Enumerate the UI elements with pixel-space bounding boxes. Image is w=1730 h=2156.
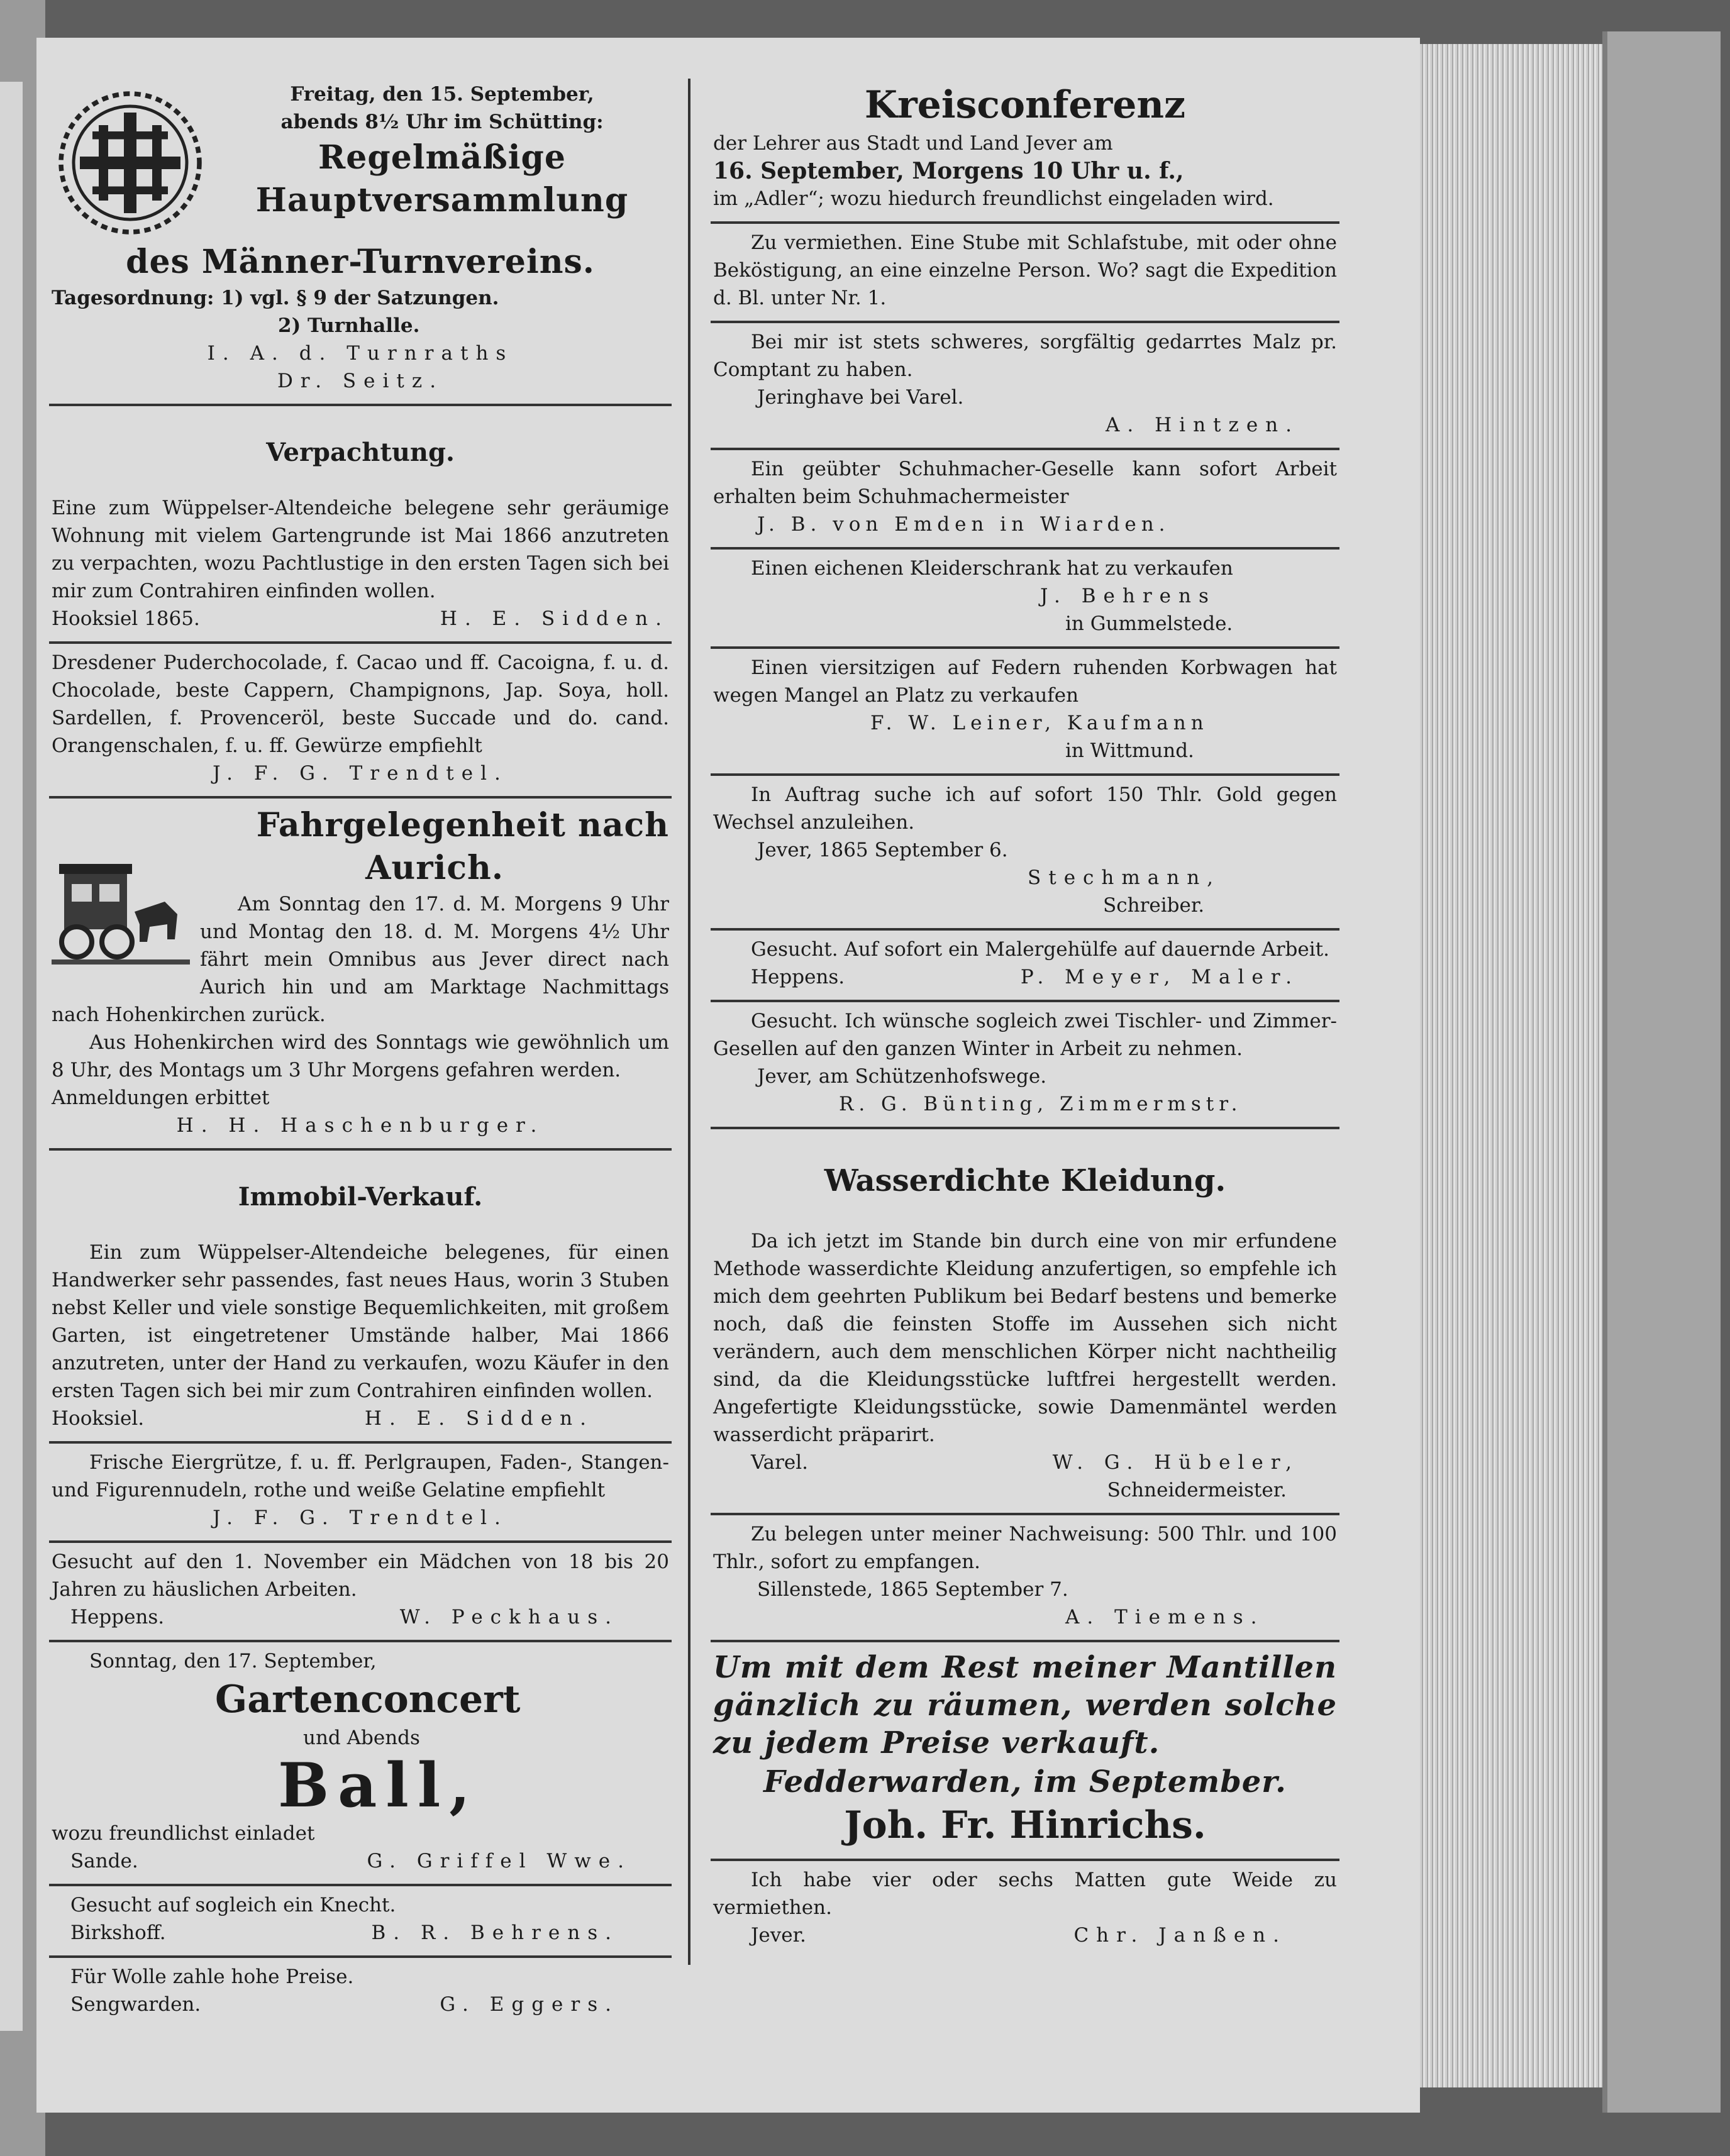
ad-puderchocolade xyxy=(49,644,672,799)
maedchen-text: Gesucht auf den 1. November ein Mädchen von 18 bis 20 Jahren zu häuslichen Arbeiten. xyxy=(52,1551,669,1601)
wolle-signature: G. Eggers. xyxy=(440,1993,619,2016)
kleidung-footer xyxy=(713,1449,1337,1476)
konzert-ball: Ball, xyxy=(278,1750,479,1821)
turnverein-title-2: Hauptversammlung xyxy=(255,181,629,219)
kleidung-text: Da ich jetzt im Stande bin durch eine von mir erfundene Methode wasserdichte Kleidung anzufertigen, so empfehle ich mich dem geehrten Publikum bei Bedarf bestens und bemerke noch, daß die feinsten Stoffe im Aussehen sich nicht verändern, auch dem menschlichen Körper nicht nachtheilig sind, da die Kleidungsstücke luftfrei hergestellt werden. Angefertigte Kleidungsstücke, sowie Damenmäntel werden wasserdicht präparirt. xyxy=(713,1230,1337,1446)
malz-place: Jeringhave bei Varel. xyxy=(757,386,964,409)
fahr-title-2: Aurich. xyxy=(365,849,504,887)
maler-footer xyxy=(713,963,1337,991)
konzert-signature: G. Griffel Wwe. xyxy=(367,1850,631,1872)
malz-signature: A. Hintzen. xyxy=(1106,414,1299,436)
turnverein-agenda-2: 2) Turnhalle. xyxy=(278,314,420,337)
weide-text: Ich habe vier oder sechs Matten gute Weide zu vermiethen. xyxy=(713,1869,1337,1919)
puder-text: Dresdener Puderchocolade, f. Cacao und ff. Cacoigna, f. u. d. Chocolade, beste Cappern, Champignons, Jap. Soya, holl. Sardellen, f. Provenceröl, beste Succade und do. cand. Orangenschalen, f. u. ff. Gewürze empfiehlt xyxy=(52,651,669,757)
ad-malz xyxy=(711,323,1339,450)
turnverein-time: abends 8½ Uhr im Schütting: xyxy=(280,111,604,133)
mantillen-place: Fedderwarden, im September. xyxy=(763,1764,1287,1799)
weide-signature: Chr. Janßen. xyxy=(1073,1924,1287,1947)
ad-kleiderschrank xyxy=(711,550,1339,649)
kleidung-place: Varel. xyxy=(751,1451,808,1474)
ad-immobil-verkauf xyxy=(49,1151,672,1444)
verpachtung-signature: H. E. Sidden. xyxy=(440,607,669,630)
maedchen-footer xyxy=(52,1603,669,1631)
maler-signature: P. Meyer, Maler. xyxy=(1020,966,1299,988)
ad-gesucht-maedchen xyxy=(49,1543,672,1642)
immobil-place: Hooksiel. xyxy=(52,1407,145,1430)
gold-place: Jever, 1865 September 6. xyxy=(757,839,1008,861)
ad-wolle xyxy=(49,1958,672,2027)
wolle-text: Für Wolle zahle hohe Preise. xyxy=(70,1965,354,1988)
right-column xyxy=(711,75,1339,1947)
ad-malergehuelfe xyxy=(711,931,1339,1002)
ad-fahrgelegenheit xyxy=(49,799,672,1151)
schrank-text: Einen eichenen Kleiderschrank hat zu verkaufen xyxy=(751,557,1233,580)
kreis-line-2: 16. September, Morgens 10 Uhr u. f., xyxy=(713,158,1184,184)
konzert-place: Sande. xyxy=(70,1850,138,1872)
maedchen-place: Heppens. xyxy=(70,1606,165,1628)
book-cover-edge xyxy=(1602,31,1721,2113)
eier-signature: J. F. G. Trendtel. xyxy=(213,1506,508,1529)
belegen-signature: A. Tiemens. xyxy=(1065,1606,1265,1628)
left-column xyxy=(49,75,672,2016)
mantillen-text: Um mit dem Rest meiner Mantillen gänzlich zu räumen, werden solche zu jedem Preise verkauft. xyxy=(713,1650,1337,1761)
wolle-place: Sengwarden. xyxy=(70,1993,201,2016)
weide-place: Jever. xyxy=(751,1924,806,1947)
immobil-signature: H. E. Sidden. xyxy=(364,1407,594,1430)
tischler-signature: R. G. Bünting, Zimmermstr. xyxy=(839,1093,1243,1115)
ad-zu-vermiethen xyxy=(711,224,1339,323)
korb-text: Einen viersitzigen auf Federn ruhenden Korbwagen hat wegen Mangel an Platz zu verkaufen xyxy=(713,656,1337,707)
eier-text: Frische Eiergrütze, f. u. ff. Perlgraupen, Faden-, Stangen- und Figurennudeln, rothe und weiße Gelatine empfiehlt xyxy=(52,1451,669,1501)
immobil-text: Ein zum Wüppelser-Altendeiche belegenes, für einen Handwerker sehr passendes, fast neues Haus, worin 3 Stuben nebst Keller und viele sonstige Bequemlichkeiten, mit großem Garten, ist eingetretener Umstände halber, Mai 1866 anzutreten, unter der Hand zu verkaufen, wozu Käufer in den ersten Tagen sich bei mir zum Contrahiren einfinden wollen. xyxy=(52,1241,669,1402)
book-page-edges xyxy=(1420,44,1602,2087)
verpachtung-footer xyxy=(52,605,669,633)
turnverein-signature-2: Dr. Seitz. xyxy=(277,370,444,392)
verpachtung-title: Verpachtung. xyxy=(266,438,455,467)
schrank-signature-2: in Gummelstede. xyxy=(1065,612,1233,635)
kreis-line-1: der Lehrer aus Stadt und Land Jever am xyxy=(713,132,1113,155)
immobil-title: Immobil-Verkauf. xyxy=(238,1182,483,1212)
column-divider xyxy=(688,79,690,1965)
ad-verpachtung xyxy=(49,406,672,644)
malz-text: Bei mir ist stets schweres, sorgfältig gedarrtes Malz pr. Comptant zu haben. xyxy=(713,331,1337,381)
ad-wasserdichte-kleidung xyxy=(711,1129,1339,1515)
knecht-text: Gesucht auf sogleich ein Knecht. xyxy=(70,1894,396,1916)
turnverein-date: Freitag, den 15. September, xyxy=(290,83,594,106)
fahr-text-3: Anmeldungen erbittet xyxy=(52,1086,270,1109)
ad-gold xyxy=(711,776,1339,931)
turnverein-title-1: Regelmäßige xyxy=(318,138,566,177)
ad-tischler xyxy=(711,1002,1339,1129)
stagecoach-icon xyxy=(52,851,190,977)
ad-zu-belegen xyxy=(711,1515,1339,1642)
ad-turnverein xyxy=(49,75,672,406)
mantillen-signature: Joh. Fr. Hinrichs. xyxy=(844,1803,1206,1847)
tischler-text: Gesucht. Ich wünsche sogleich zwei Tischler- und Zimmer-Gesellen auf den ganzen Winter in Arbeit zu nehmen. xyxy=(713,1010,1337,1060)
kleidung-title: Wasserdichte Kleidung. xyxy=(824,1163,1226,1198)
konzert-invite: wozu freundlichst einladet xyxy=(52,1822,315,1845)
kleidung-signature-2: Schneidermeister. xyxy=(1107,1479,1287,1501)
korb-signature-1: F. W. Leiner, Kaufmann xyxy=(870,712,1209,734)
konzert-footer xyxy=(52,1847,669,1875)
fahr-text-1: Am Sonntag den 17. d. M. Morgens 9 Uhr und Montag den 18. d. M. Morgens 4½ Uhr fährt mein Omnibus aus Jever direct nach Aurich hin und am Marktage Nachmittags nach Hohenkirchen zurück. xyxy=(52,893,669,1026)
kleidung-signature-1: W. G. Hübeler, xyxy=(1052,1451,1299,1474)
gold-signature-2: Schreiber. xyxy=(1103,894,1205,917)
puder-signature: J. F. G. Trendtel. xyxy=(213,762,508,785)
immobil-footer xyxy=(52,1405,669,1432)
konzert-title: Gartenconcert xyxy=(215,1678,521,1722)
turnverein-title-3: des Männer-Turnvereins. xyxy=(126,243,595,281)
knecht-footer xyxy=(52,1919,669,1947)
gold-text: In Auftrag suche ich auf sofort 150 Thlr. Gold gegen Wechsel anzuleihen. xyxy=(713,783,1337,834)
ad-eiergruetze xyxy=(49,1444,672,1543)
verpachtung-place: Hooksiel 1865. xyxy=(52,607,200,630)
fahr-text-2: Aus Hohenkirchen wird des Sonntags wie gewöhnlich um 8 Uhr, des Montags um 3 Uhr Morgens gefahren werden. xyxy=(52,1031,669,1081)
maler-text: Gesucht. Auf sofort ein Malergehülfe auf dauernde Arbeit. xyxy=(751,938,1329,961)
turnverein-emblem-icon xyxy=(52,84,209,241)
ad-gartenconcert xyxy=(49,1642,672,1886)
konzert-date: Sonntag, den 17. September, xyxy=(89,1650,377,1672)
vermiethen-text: Zu vermiethen. Eine Stube mit Schlafstube, mit oder ohne Beköstigung, an eine einzelne Person. Wo? sagt die Expedition d. Bl. unter Nr. 1. xyxy=(713,231,1337,309)
knecht-signature: B. R. Behrens. xyxy=(371,1921,619,1944)
kreis-title: Kreisconferenz xyxy=(864,83,1186,127)
konzert-und-abends: und Abends xyxy=(303,1727,420,1749)
schuh-signature: J. B. von Emden in Wiarden. xyxy=(757,513,1170,536)
gold-signature-1: Stechmann, xyxy=(1028,866,1221,889)
kreis-line-3: im „Adler“; wozu hiedurch freundlichst eingeladen wird. xyxy=(713,187,1274,210)
knecht-place: Birkshoff. xyxy=(70,1921,166,1944)
ad-kreisconferenz xyxy=(711,75,1339,224)
korb-signature-2: in Wittmund. xyxy=(1065,739,1194,762)
ad-schuhmacher xyxy=(711,450,1339,550)
maler-place: Heppens. xyxy=(751,966,845,988)
maedchen-signature: W. Peckhaus. xyxy=(399,1606,619,1628)
turnverein-agenda-1: Tagesordnung: 1) vgl. § 9 der Satzungen. xyxy=(52,287,499,309)
wolle-footer xyxy=(52,1991,669,2018)
belegen-text: Zu belegen unter meiner Nachweisung: 500 Thlr. und 100 Thlr., sofort zu empfangen. xyxy=(713,1523,1337,1573)
weide-footer xyxy=(713,1921,1337,1949)
tischler-place: Jever, am Schützenhofswege. xyxy=(757,1065,1047,1088)
fahr-title-1: Fahrgelegenheit nach xyxy=(256,806,669,844)
verpachtung-text: Eine zum Wüppelser-Altendeiche belegene sehr geräumige Wohnung mit vielem Gartengrunde ist Mai 1866 anzutreten zu verpachten, wozu Pachtlustige in den ersten Tagen sich bei mir zum Contrahiren einfinden wollen. xyxy=(52,497,669,602)
schrank-signature-1: J. Behrens xyxy=(1040,585,1216,607)
ad-weide xyxy=(711,1861,1339,1958)
turnverein-signature-1: I. A. d. Turnraths xyxy=(207,342,514,365)
ad-korbwagen xyxy=(711,649,1339,776)
belegen-place: Sillenstede, 1865 September 7. xyxy=(757,1578,1068,1601)
previous-page-strip xyxy=(0,82,23,2031)
ad-mantillen xyxy=(711,1642,1339,1861)
schuh-text: Ein geübter Schuhmacher-Geselle kann sofort Arbeit erhalten beim Schuhmachermeister xyxy=(713,458,1337,508)
ad-knecht xyxy=(49,1886,672,1958)
fahr-signature: H. H. Haschenburger. xyxy=(176,1114,545,1137)
